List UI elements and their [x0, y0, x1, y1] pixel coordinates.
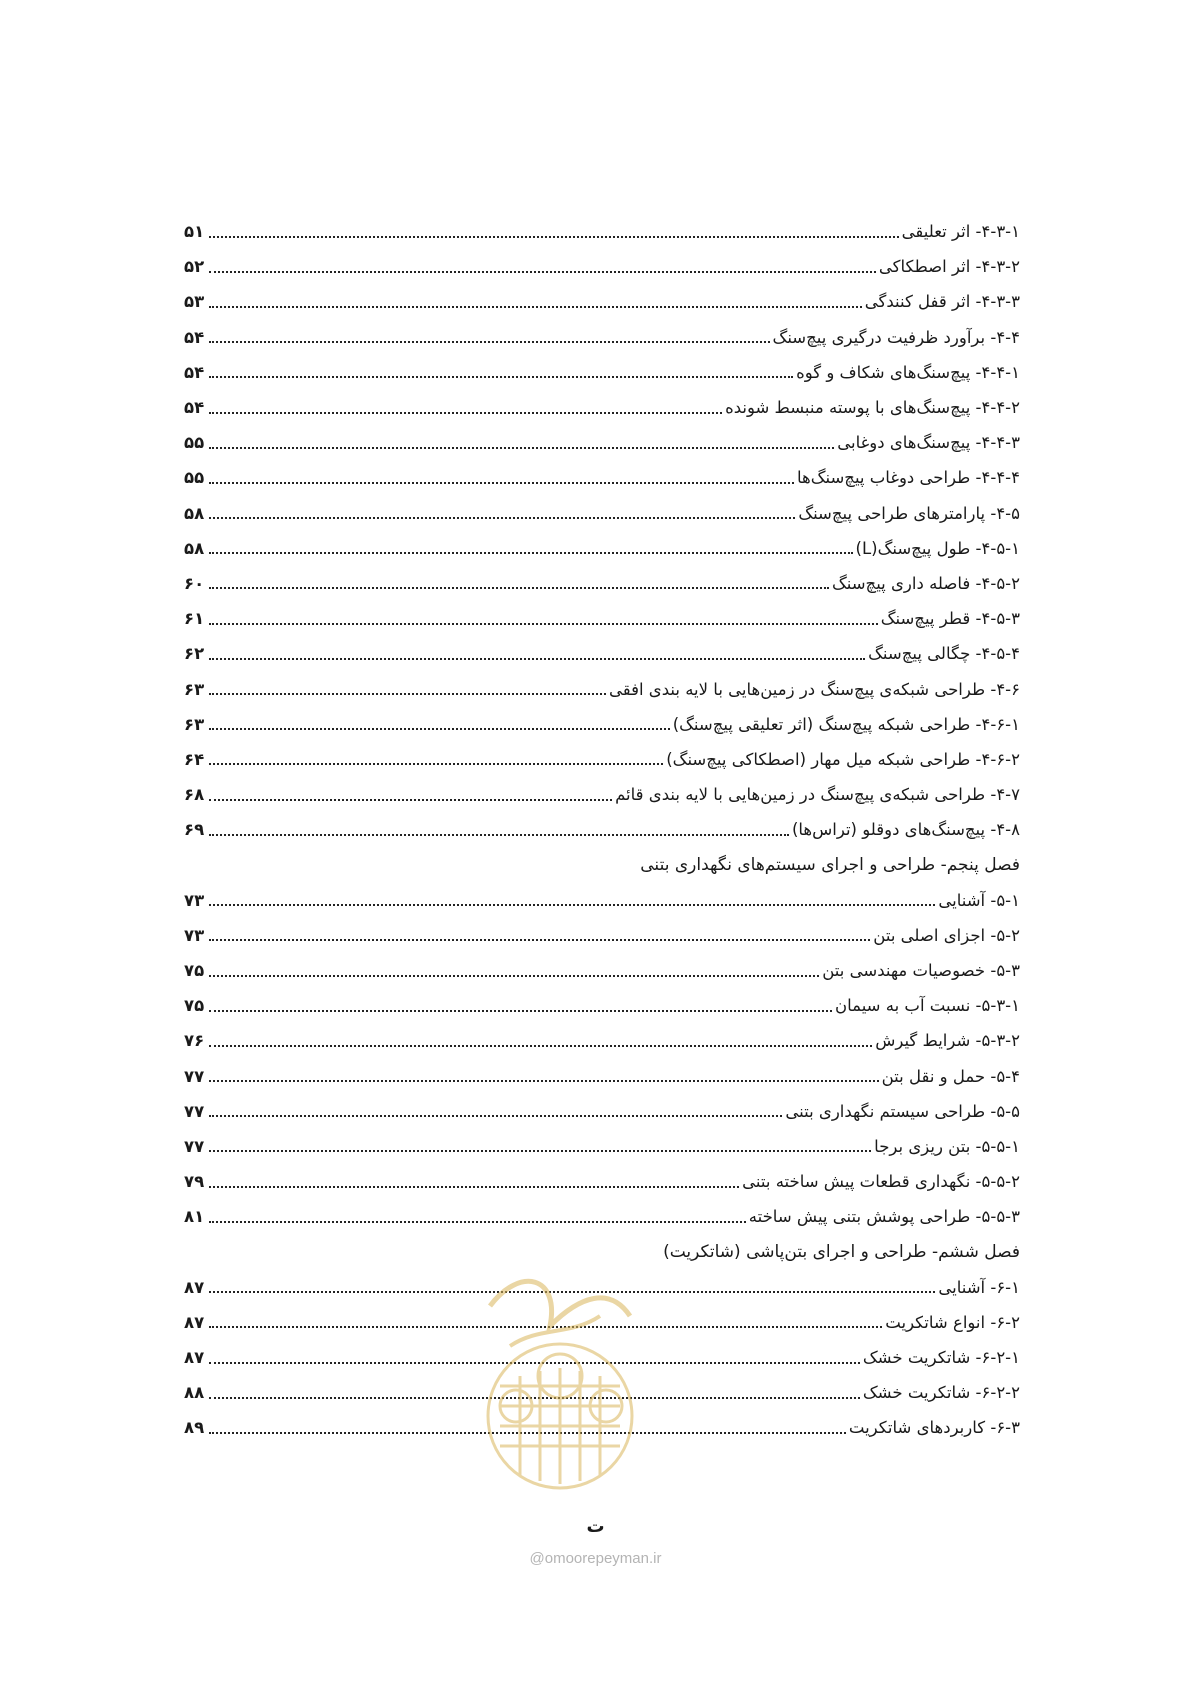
toc-entry: [184, 918, 1020, 953]
dot-leader: [209, 327, 770, 343]
toc-entry-page: ۵۱: [184, 222, 205, 242]
toc-entry: [184, 777, 1020, 812]
toc-entry-page: ۶۳: [184, 714, 205, 734]
dot-leader: [209, 749, 663, 765]
dot-leader: [209, 1031, 872, 1047]
toc-entry-title: ۶-۲- انواع شاتکریت: [885, 1312, 1020, 1332]
toc-entry: [184, 988, 1020, 1023]
dot-leader: [209, 1136, 871, 1152]
dot-leader: [209, 257, 876, 273]
dot-leader: [209, 996, 832, 1012]
toc-entry-page: ۵۸: [184, 538, 205, 558]
toc-entry-page: ۸۷: [184, 1277, 205, 1297]
dot-leader: [209, 1172, 739, 1188]
toc-entry: [184, 390, 1020, 425]
toc-entry: [184, 601, 1020, 636]
toc-entry-title: ۴-۷- طراحی شبکه‌ی پیچ‌سنگ در زمین‌هایی با لایه بندی قائم: [615, 785, 1020, 805]
dot-leader: [209, 573, 829, 589]
toc-entry-title: ۴-۶- طراحی شبکه‌ی پیچ‌سنگ در زمین‌هایی با لایه بندی افقی: [608, 679, 1020, 699]
toc-entry-title: ۵-۲- اجزای اصلی بتن: [873, 925, 1020, 945]
toc-entry-page: ۵۴: [184, 398, 205, 418]
toc-entry-title: ۴-۵-۲- فاصله داری پیچ‌سنگ: [831, 573, 1020, 593]
toc-entry: [184, 249, 1020, 284]
toc-entry: [184, 1164, 1020, 1199]
toc-entry-title: ۵-۳-۲- شرایط گیرش: [875, 1031, 1020, 1051]
dot-leader: [209, 503, 795, 519]
toc-entry-title: ۴-۵- پارامترهای طراحی پیچ‌سنگ: [798, 503, 1020, 523]
toc-entry-page: ۷۶: [184, 1031, 205, 1051]
toc-entry: [184, 636, 1020, 671]
toc-entry: [184, 460, 1020, 495]
dot-leader: [209, 714, 670, 730]
toc-entry: [184, 1129, 1020, 1164]
toc-entry: [184, 355, 1020, 390]
toc-entry-page: ۸۸: [184, 1383, 205, 1403]
toc-entry-page: ۸۷: [184, 1312, 205, 1332]
toc-entry-page: ۵۵: [184, 468, 205, 488]
chapter-title: فصل ششم- طراحی و اجرای بتن‌پاشی (شاتکریت): [663, 1242, 1020, 1263]
dot-leader: [209, 292, 862, 308]
toc-entry-title: ۶-۲-۱- شاتکریت خشک: [862, 1348, 1020, 1368]
toc-entry: [184, 1199, 1020, 1234]
toc-entry-title: ۵-۳- خصوصیات مهندسی بتن: [822, 961, 1020, 981]
toc-entry-title: ۵-۳-۱- نسبت آب به سیمان: [835, 996, 1020, 1016]
toc-entry-page: ۵۲: [184, 257, 205, 277]
toc-entry-title: ۵-۵-۳- طراحی پوشش بتنی پیش ساخته: [748, 1207, 1020, 1227]
toc-entry-title: ۶-۱- آشنایی: [938, 1277, 1020, 1297]
toc-entry-title: ۴-۵-۱- طول پیچ‌سنگ(L): [855, 538, 1020, 558]
toc-entry-page: ۸۹: [184, 1418, 205, 1438]
toc-entry-title: ۵-۱- آشنایی: [938, 890, 1020, 910]
dot-leader: [209, 362, 793, 378]
toc-entry-title: ۴-۶-۱- طراحی شبکه پیچ‌سنگ (اثر تعلیقی پیچ‌سنگ): [672, 714, 1020, 734]
toc-entry-page: ۷۳: [184, 925, 205, 945]
toc-entry-page: ۷۵: [184, 961, 205, 981]
dot-leader: [209, 609, 878, 625]
website-watermark: @omoorepeyman.ir: [529, 1550, 662, 1567]
toc-entry: [184, 284, 1020, 319]
toc-entry-title: ۴-۴-۲- پیچ‌سنگ‌های با پوسته منبسط شونده: [725, 398, 1020, 418]
toc-entry-title: ۴-۴-۳- پیچ‌سنگ‌های دوغابی: [837, 433, 1020, 453]
toc-entry-page: ۶۹: [184, 820, 205, 840]
toc-entry-page: ۵۵: [184, 433, 205, 453]
toc-entry-title: ۴-۴-۴- طراحی دوغاب پیچ‌سنگ‌ها: [797, 468, 1020, 488]
toc-entry: [184, 496, 1020, 531]
page-number: ت: [586, 1516, 605, 1537]
toc-entry: [184, 1023, 1020, 1058]
omoorepeyman-logo-watermark: [480, 1246, 640, 1506]
toc-entry-title: ۴-۴-۱- پیچ‌سنگ‌های شکاف و گوه: [796, 362, 1020, 382]
toc-entry: [184, 1059, 1020, 1094]
toc-entry-title: ۵-۵-۱- بتن ریزی برجا: [874, 1136, 1020, 1156]
toc-entry-page: ۶۸: [184, 785, 205, 805]
toc-entry-title: ۴-۳-۳- اثر قفل کنندگی: [864, 292, 1020, 312]
toc-entry-title: ۴-۵-۴- چگالی پیچ‌سنگ: [868, 644, 1020, 664]
chapter-title: فصل پنجم- طراحی و اجرای سیستم‌های نگهداری بتنی: [640, 854, 1020, 875]
toc-entry-page: ۵۴: [184, 362, 205, 382]
dot-leader: [209, 1207, 746, 1223]
dot-leader: [209, 1101, 782, 1117]
toc-entry: [184, 812, 1020, 847]
toc-entry-page: ۷۷: [184, 1101, 205, 1121]
toc-entry: [184, 742, 1020, 777]
dot-leader: [209, 538, 853, 554]
dot-leader: [209, 925, 870, 941]
toc-entry: [184, 671, 1020, 706]
toc-entry: [184, 953, 1020, 988]
dot-leader: [209, 433, 834, 449]
toc-entry-page: ۵۸: [184, 503, 205, 523]
toc-entry-page: ۶۲: [184, 644, 205, 664]
toc-entry-title: ۴-۵-۳- قطر پیچ‌سنگ: [880, 609, 1020, 629]
toc-entry-page: ۷۹: [184, 1172, 205, 1192]
toc-entry-page: ۵۴: [184, 327, 205, 347]
toc-entry-page: ۵۳: [184, 292, 205, 312]
dot-leader: [209, 468, 794, 484]
toc-entry: [184, 1094, 1020, 1129]
toc-entry-page: ۶۳: [184, 679, 205, 699]
toc-entry-title: ۶-۳- کاربردهای شاتکریت: [848, 1418, 1020, 1438]
dot-leader: [209, 679, 606, 695]
dot-leader: [209, 222, 899, 238]
toc-entry-page: ۸۷: [184, 1348, 205, 1368]
toc-entry-title: ۵-۵-۲- نگهداری قطعات پیش ساخته بتنی: [742, 1172, 1020, 1192]
toc-entry-title: ۴-۶-۲- طراحی شبکه میل مهار (اصطکاکی پیچ‌سنگ): [666, 749, 1020, 769]
toc-chapter-heading: [184, 847, 1020, 882]
toc-entry-page: ۶۰: [184, 573, 205, 593]
toc-entry: [184, 566, 1020, 601]
toc-entry: [184, 320, 1020, 355]
toc-entry-page: ۸۱: [184, 1207, 205, 1227]
toc-entry-title: ۴-۳-۲- اثر اصطکاکی: [878, 257, 1020, 277]
toc-entry-title: ۵-۴- حمل و نقل بتن: [881, 1066, 1020, 1086]
dot-leader: [209, 785, 612, 801]
toc-entry-title: ۴-۳-۱- اثر تعلیقی: [901, 222, 1020, 242]
toc-entry: [184, 214, 1020, 249]
toc-entry-page: ۷۷: [184, 1136, 205, 1156]
toc-entry: [184, 425, 1020, 460]
dot-leader: [209, 398, 722, 414]
toc-entry: [184, 531, 1020, 566]
toc-entry-page: ۷۳: [184, 890, 205, 910]
toc-entry: [184, 707, 1020, 742]
toc-entry-page: ۶۴: [184, 749, 205, 769]
toc-entry-page: ۷۵: [184, 996, 205, 1016]
dot-leader: [209, 644, 865, 660]
dot-leader: [209, 890, 935, 906]
toc-entry: [184, 883, 1020, 918]
dot-leader: [209, 820, 789, 836]
toc-entry-title: ۶-۲-۲- شاتکریت خشک: [862, 1383, 1020, 1403]
toc-entry-title: ۴-۴- برآورد ظرفیت درگیری پیچ‌سنگ: [772, 327, 1020, 347]
toc-entry-title: ۴-۸- پیچ‌سنگ‌های دوقلو (تراس‌ها): [791, 820, 1020, 840]
toc-entry-page: ۶۱: [184, 609, 205, 629]
dot-leader: [209, 961, 819, 977]
toc-entry-title: ۵-۵- طراحی سیستم نگهداری بتنی: [785, 1101, 1020, 1121]
toc-entry-page: ۷۷: [184, 1066, 205, 1086]
dot-leader: [209, 1066, 879, 1082]
